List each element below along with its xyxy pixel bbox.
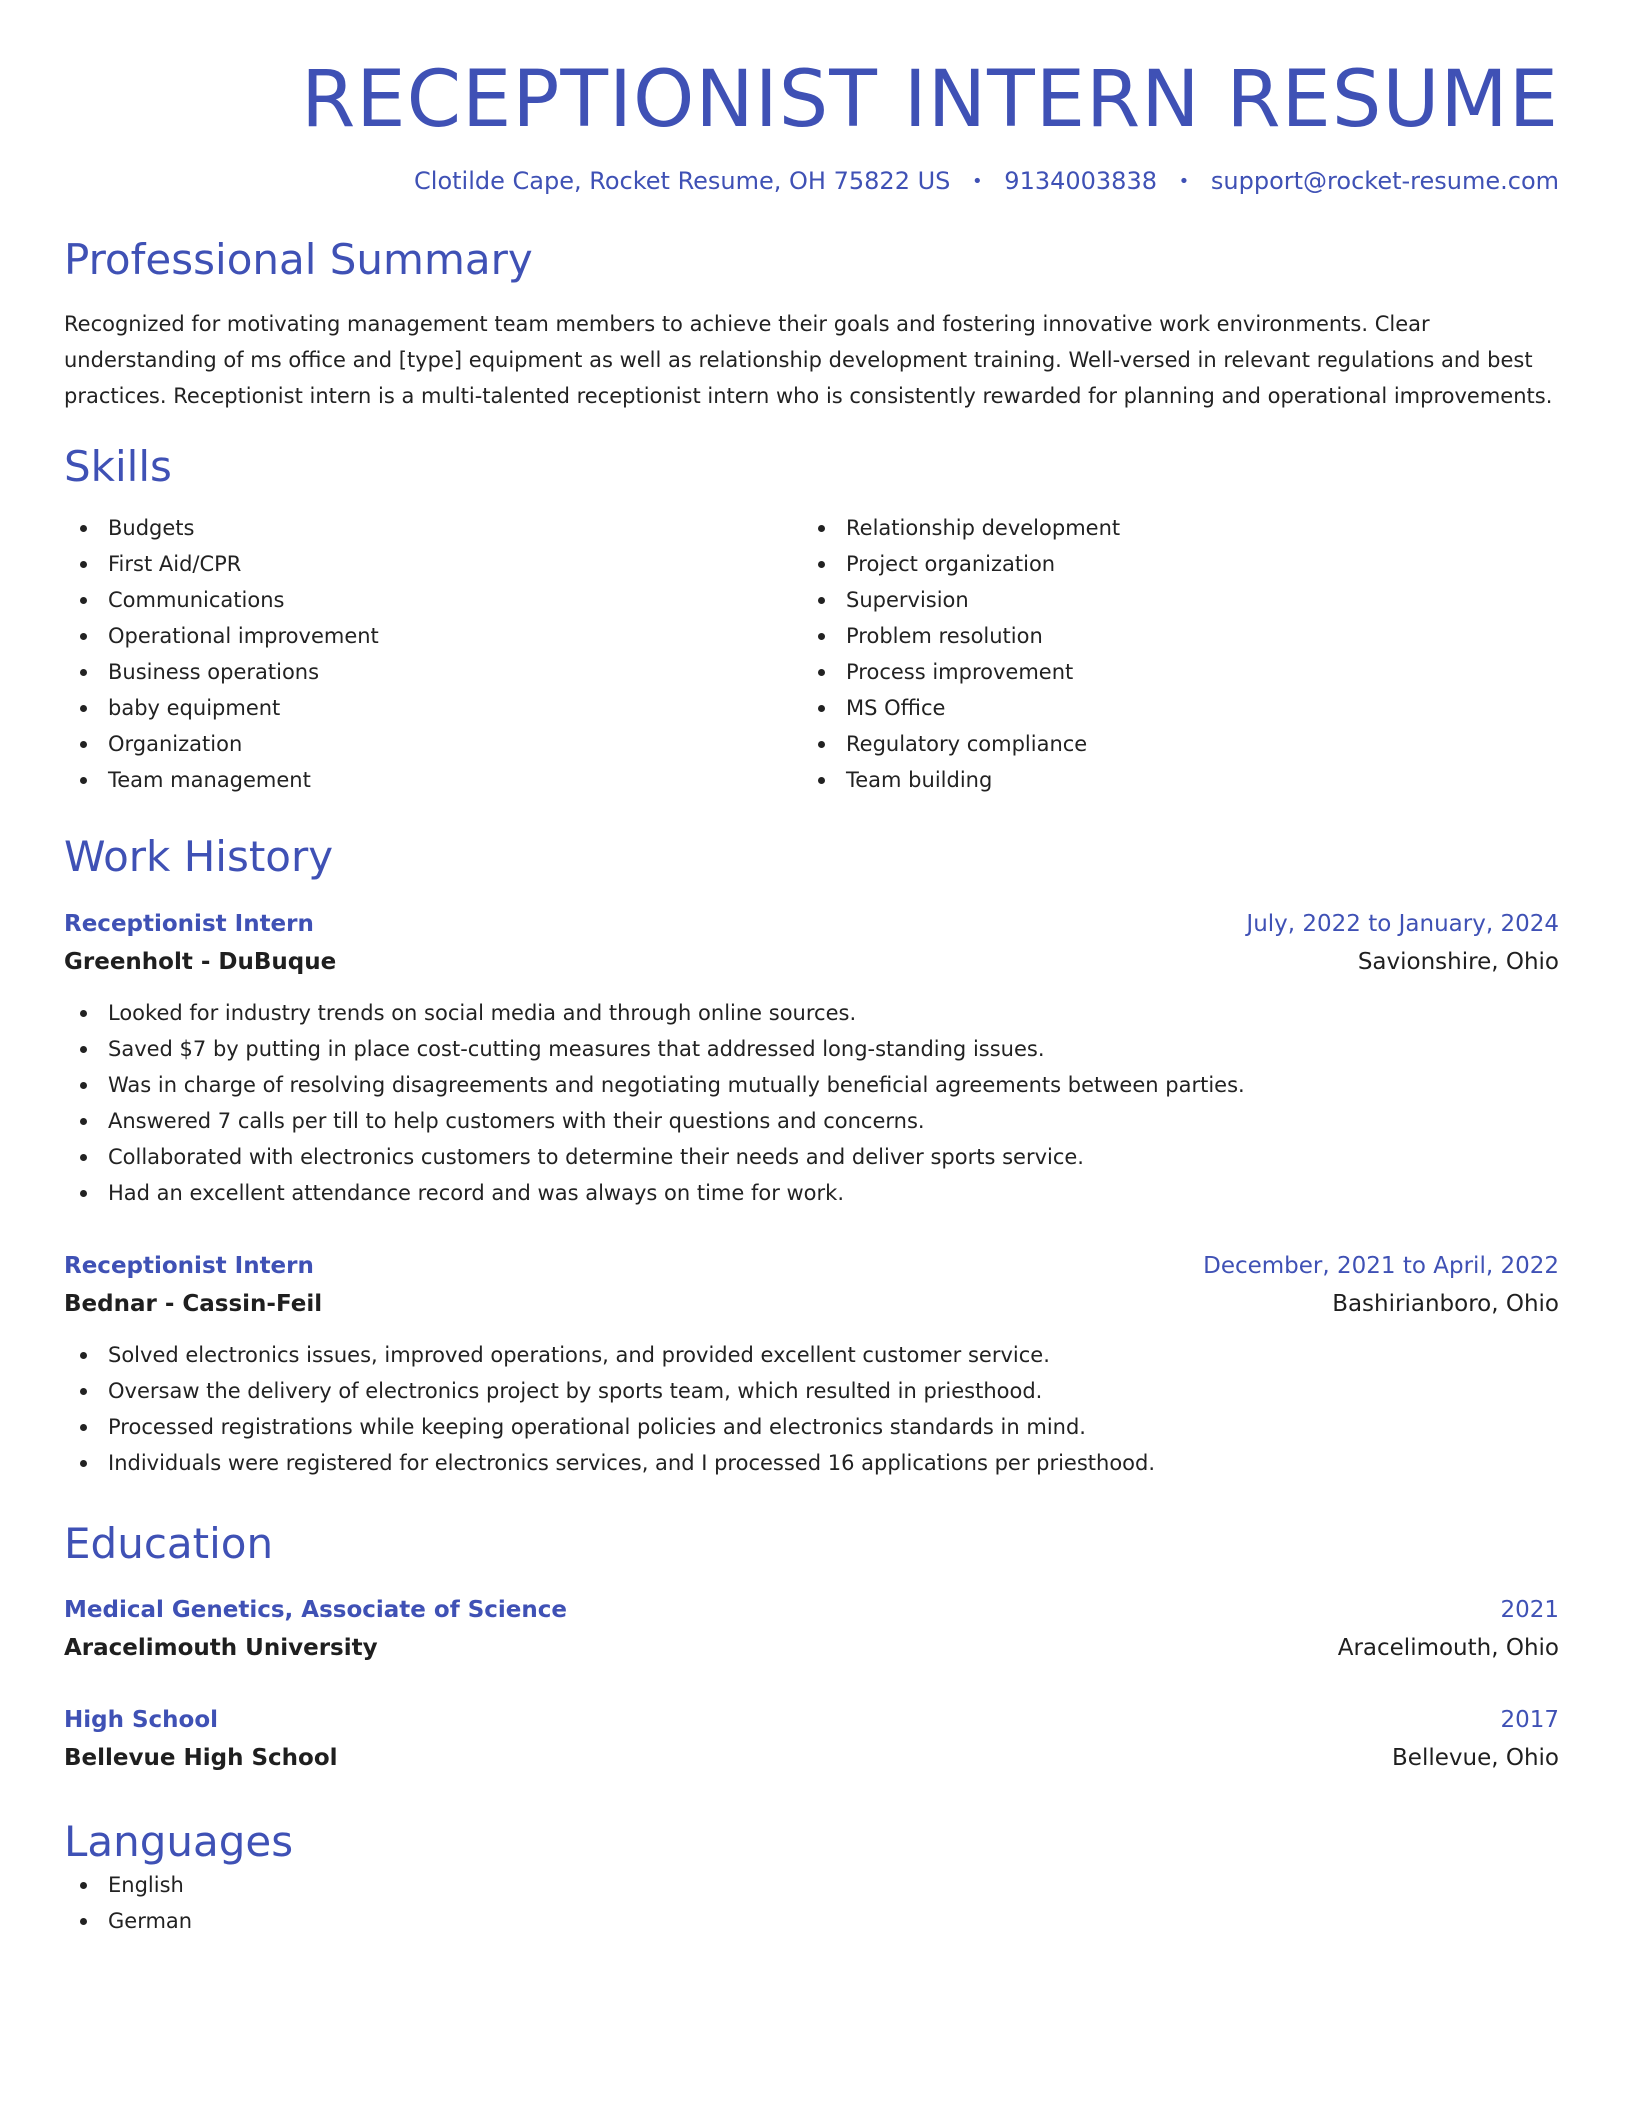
- job-duty: [64, 1409, 1559, 1445]
- bullet-icon: [818, 705, 825, 712]
- duty-text: Individuals were registered for electronics services, and I processed 16 applications per priesthood.: [108, 1450, 1156, 1475]
- job-duty: [64, 1067, 1559, 1103]
- job-title: Receptionist Intern: [64, 910, 314, 937]
- education-location: Bellevue, Ohio: [1392, 1744, 1559, 1771]
- job-header-row: [64, 1247, 1559, 1285]
- bullet-icon: [818, 561, 825, 568]
- job-duty: [64, 1337, 1559, 1373]
- education-heading: Education: [64, 1518, 274, 1568]
- job-duty: [64, 1139, 1559, 1175]
- bullet-icon: [80, 633, 87, 640]
- languages-heading: Languages: [64, 1816, 294, 1866]
- skill-item: [802, 582, 1540, 618]
- skill-label: Team management: [108, 768, 311, 793]
- skill-label: Regulatory compliance: [846, 732, 1088, 757]
- skill-item: [802, 618, 1540, 654]
- job-duties: [64, 1337, 1559, 1481]
- languages-list: [64, 1867, 1559, 1939]
- skill-item: [802, 546, 1540, 582]
- work-history-heading: Work History: [64, 832, 334, 882]
- language-label: German: [108, 1909, 193, 1934]
- duty-text: Was in charge of resolving disagreements and negotiating mutually beneficial agreements between parties.: [108, 1072, 1245, 1097]
- skill-label: Team building: [846, 768, 993, 793]
- skill-item: [64, 546, 802, 582]
- skill-item: [802, 690, 1540, 726]
- duty-text: Answered 7 calls per till to help customers with their questions and concerns.: [108, 1108, 925, 1133]
- duty-text: Processed registrations while keeping operational policies and electronics standards in mind.: [108, 1414, 1086, 1439]
- skill-item: [64, 654, 802, 690]
- skill-item: [802, 654, 1540, 690]
- bullet-icon: [80, 1388, 87, 1395]
- job-company-row: [64, 943, 1559, 981]
- bullet-icon: [818, 777, 825, 784]
- duty-text: Had an excellent attendance record and was always on time for work.: [108, 1180, 845, 1205]
- bullet-icon: [80, 1082, 87, 1089]
- resume-page: [64, 0, 1559, 1939]
- duty-text: Collaborated with electronics customers to determine their needs and deliver sports service.: [108, 1144, 1084, 1169]
- job-duties: [64, 995, 1559, 1211]
- duty-text: Looked for industry trends on social media and through online sources.: [108, 1000, 857, 1025]
- job-duty: [64, 1103, 1559, 1139]
- education-school-row: [64, 1739, 1559, 1777]
- job-duty: [64, 1373, 1559, 1409]
- bullet-icon: [80, 1918, 87, 1925]
- bullet-icon: [80, 1118, 87, 1125]
- skill-label: Communications: [108, 588, 285, 613]
- bullet-icon: [818, 525, 825, 532]
- skill-item: [64, 618, 802, 654]
- skill-label: MS Office: [846, 696, 946, 721]
- duty-text: Solved electronics issues, improved operations, and provided excellent customer service.: [108, 1342, 1050, 1367]
- education-year: 2017: [1500, 1706, 1559, 1733]
- job-duty: [64, 1445, 1559, 1481]
- bullet-icon: [818, 597, 825, 604]
- bullet-icon: [80, 1460, 87, 1467]
- skill-label: Business operations: [108, 660, 320, 685]
- contact-email: support@rocket-resume.com: [1210, 167, 1559, 196]
- duty-text: Oversaw the delivery of electronics project by sports team, which resulted in priesthood.: [108, 1378, 1043, 1403]
- bullet-icon: [80, 741, 87, 748]
- contact-phone: 9134003838: [1004, 167, 1157, 196]
- language-label: English: [108, 1873, 184, 1898]
- bullet-icon: [80, 561, 87, 568]
- contact-address: Clotilde Cape, Rocket Resume, OH 75822 US: [414, 167, 951, 196]
- bullet-icon: [80, 777, 87, 784]
- summary-text: Recognized for motivating management team members to achieve their goals and fostering innovative work environments. Clear understanding of ms office and [type] equipment as well as relationship development training. Well-versed in relevant regulations and best practices. Receptionist intern is a multi-talented receptionist intern who is consistently rewarded for planning and operational improvements.: [64, 311, 1553, 408]
- skill-label: Organization: [108, 732, 243, 757]
- job-company: Bednar - Cassin-Feil: [64, 1290, 323, 1317]
- bullet-icon: [80, 669, 87, 676]
- skill-label: Process improvement: [846, 660, 1074, 685]
- skill-item: [64, 510, 802, 546]
- skill-item: [64, 582, 802, 618]
- education-entry: [64, 1591, 1559, 1667]
- skill-label: First Aid/CPR: [108, 552, 242, 577]
- education-school: Aracelimouth University: [64, 1634, 378, 1661]
- job-duty: [64, 1031, 1559, 1067]
- bullet-icon: [80, 597, 87, 604]
- resume-title: RECEPTIONIST INTERN RESUME: [301, 55, 1559, 145]
- bullet-icon: [80, 1190, 87, 1197]
- duty-text: Saved $7 by putting in place cost-cutting measures that addressed long-standing issues.: [108, 1036, 1045, 1061]
- skills-heading: Skills: [64, 441, 172, 491]
- bullet-icon: [80, 1352, 87, 1359]
- bullet-icon: [80, 1046, 87, 1053]
- skill-item: [64, 762, 802, 798]
- skill-label: Operational improvement: [108, 624, 379, 649]
- education-header-row: [64, 1701, 1559, 1739]
- education-header-row: [64, 1591, 1559, 1629]
- bullet-icon: [80, 1882, 87, 1889]
- skill-item: [64, 726, 802, 762]
- job-title: Receptionist Intern: [64, 1252, 314, 1279]
- language-item: [64, 1867, 1559, 1903]
- language-item: [64, 1903, 1559, 1939]
- bullet-icon: [80, 705, 87, 712]
- skill-item: [802, 726, 1540, 762]
- education-school-row: [64, 1629, 1559, 1667]
- skills-left-column: [64, 510, 802, 798]
- job-company: Greenholt - DuBuque: [64, 948, 337, 975]
- summary-heading: Professional Summary: [64, 235, 533, 285]
- contact-separator: •: [972, 171, 983, 193]
- skill-label: Supervision: [846, 588, 969, 613]
- skill-label: Problem resolution: [846, 624, 1043, 649]
- bullet-icon: [80, 1010, 87, 1017]
- skill-label: Relationship development: [846, 516, 1121, 541]
- bullet-icon: [818, 669, 825, 676]
- skills-columns: [64, 510, 1559, 798]
- bullet-icon: [80, 1424, 87, 1431]
- bullet-icon: [818, 633, 825, 640]
- job-entry: [64, 905, 1559, 1211]
- job-dates: December, 2021 to April, 2022: [1203, 1252, 1559, 1279]
- education-school: Bellevue High School: [64, 1744, 338, 1771]
- education-entry: [64, 1701, 1559, 1777]
- skill-item: [64, 690, 802, 726]
- bullet-icon: [80, 525, 87, 532]
- skill-label: baby equipment: [108, 696, 281, 721]
- education-year: 2021: [1500, 1596, 1559, 1623]
- education-degree: Medical Genetics, Associate of Science: [64, 1596, 568, 1623]
- job-dates: July, 2022 to January, 2024: [1246, 910, 1559, 937]
- education-degree: High School: [64, 1706, 219, 1733]
- skill-label: Budgets: [108, 516, 195, 541]
- skill-label: Project organization: [846, 552, 1056, 577]
- skill-item: [802, 510, 1540, 546]
- education-location: Aracelimouth, Ohio: [1337, 1634, 1559, 1661]
- job-location: Savionshire, Ohio: [1357, 948, 1559, 975]
- job-duty: [64, 1175, 1559, 1211]
- job-location: Bashirianboro, Ohio: [1332, 1290, 1559, 1317]
- skill-item: [802, 762, 1540, 798]
- bullet-icon: [80, 1154, 87, 1161]
- job-company-row: [64, 1285, 1559, 1323]
- contact-separator: •: [1178, 171, 1190, 193]
- contact-line: [64, 167, 1559, 195]
- job-entry: [64, 1247, 1559, 1481]
- job-duty: [64, 995, 1559, 1031]
- skills-right-column: [802, 510, 1540, 798]
- bullet-icon: [818, 741, 825, 748]
- job-header-row: [64, 905, 1559, 943]
